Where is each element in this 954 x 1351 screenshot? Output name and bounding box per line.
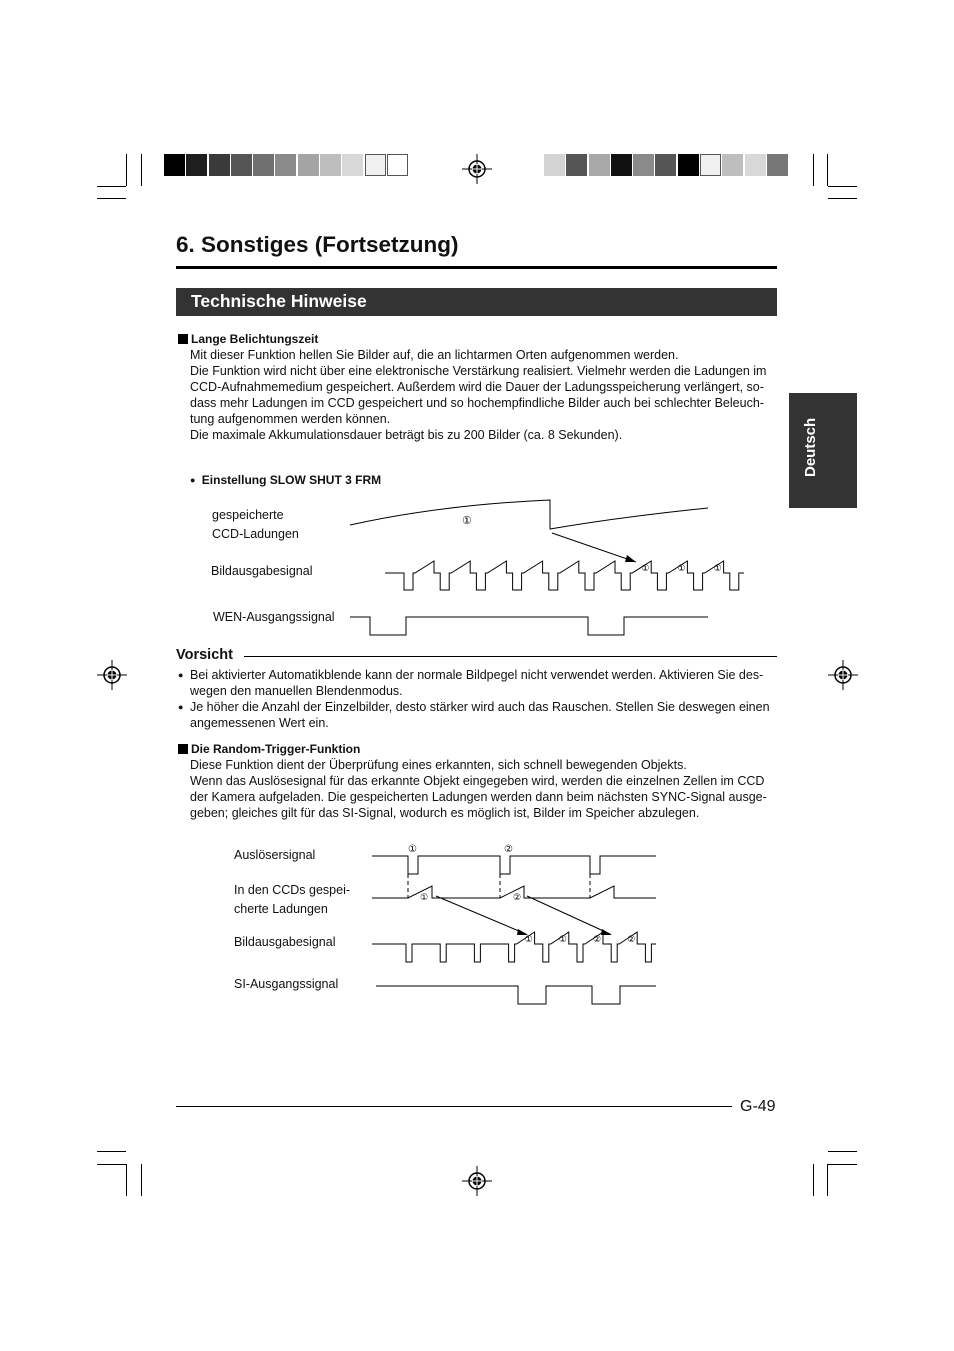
color-swatch bbox=[231, 154, 252, 176]
marker-2: ② bbox=[513, 892, 522, 902]
color-swatch bbox=[365, 154, 386, 176]
caution-item bbox=[176, 699, 777, 731]
crop-mark bbox=[828, 198, 857, 199]
paragraph: Wenn das Auslösesignal für das erkannte Objekt eingegeben wird, werden die einzelnen Zellen im CCD der Kamera aufgeladen. Die gespeicherten Ladungen werden dann beim nächsten SYNC-Signal ausge-geben; gleiches gilt für das SI-Signal, wodurch es möglich ist, Bilder im Speicher abzulegen. bbox=[190, 774, 767, 820]
crop-mark bbox=[97, 186, 126, 187]
diagram-label-si: SI-Ausgangssignal bbox=[234, 977, 339, 991]
color-swatch bbox=[589, 154, 610, 176]
color-swatch bbox=[342, 154, 363, 176]
color-swatch bbox=[566, 154, 587, 176]
registration-mark-icon bbox=[462, 154, 492, 184]
color-swatch-bar-left bbox=[164, 154, 409, 176]
label-ccd-line1: In den CCDs gespei- bbox=[234, 883, 351, 897]
crop-mark bbox=[97, 198, 126, 199]
color-swatch bbox=[633, 154, 654, 176]
square-bullet-icon bbox=[178, 744, 188, 754]
color-swatch bbox=[722, 154, 743, 176]
timing-diagram-slow-shutter bbox=[340, 495, 760, 640]
color-swatch bbox=[275, 154, 296, 176]
marker-1: ① bbox=[408, 844, 417, 855]
marker-1: ① bbox=[558, 934, 567, 944]
color-swatch bbox=[611, 154, 632, 176]
caution-heading: Vorsicht bbox=[176, 647, 233, 663]
color-swatch bbox=[298, 154, 319, 176]
heading-label: Lange Belichtungszeit bbox=[191, 332, 319, 346]
section-heading-lange bbox=[178, 332, 318, 346]
color-swatch bbox=[544, 154, 565, 176]
color-swatch bbox=[678, 154, 699, 176]
color-swatch bbox=[253, 154, 274, 176]
color-swatch bbox=[655, 154, 676, 176]
paragraph: Mit dieser Funktion hellen Sie Bilder auf, die an lichtarmen Orten aufgenommen werden. bbox=[190, 348, 679, 362]
title-rule bbox=[176, 266, 777, 269]
setting-heading bbox=[190, 473, 381, 487]
crop-mark bbox=[827, 154, 828, 186]
crop-mark bbox=[828, 1151, 857, 1152]
lange-body bbox=[190, 347, 777, 443]
diagram-label-video: Bildausgabesignal bbox=[211, 564, 313, 578]
color-swatch-bar-right bbox=[544, 154, 789, 176]
crop-mark bbox=[827, 1164, 828, 1196]
crop-mark bbox=[828, 1164, 857, 1165]
heading-label: Die Random-Trigger-Funktion bbox=[191, 742, 361, 756]
setting-label: Einstellung SLOW SHUT 3 FRM bbox=[201, 473, 382, 487]
page-number: G-49 bbox=[740, 1098, 776, 1115]
paragraph: Diese Funktion dient der Überprüfung eines erkannten, sich schnell bewegenden Objekts. bbox=[190, 758, 687, 772]
video-signal-waveform bbox=[385, 561, 744, 590]
diagram-label bbox=[212, 506, 299, 544]
color-swatch bbox=[387, 154, 408, 176]
bullet-icon: ● bbox=[178, 670, 184, 680]
label-ccd-line2: CCD-Ladungen bbox=[212, 527, 299, 541]
label-ccd-line1: gespeicherte bbox=[212, 508, 284, 522]
marker-1: ① bbox=[420, 892, 429, 902]
crop-mark bbox=[813, 1164, 814, 1196]
marker-1: ① bbox=[462, 515, 472, 527]
crop-mark bbox=[97, 1151, 126, 1152]
bullet-icon: ● bbox=[178, 702, 184, 712]
crop-mark bbox=[813, 154, 814, 186]
section-title: Technische Hinweise bbox=[176, 288, 777, 316]
marker-2: ② bbox=[593, 934, 602, 944]
language-tab bbox=[789, 393, 857, 508]
crop-mark bbox=[141, 154, 142, 186]
marker-1: ① bbox=[641, 563, 650, 573]
marker-1: ① bbox=[677, 563, 686, 573]
timing-diagram-random-trigger bbox=[360, 840, 670, 1010]
square-bullet-icon bbox=[178, 334, 188, 344]
color-swatch bbox=[209, 154, 230, 176]
caution-text: Je höher die Anzahl der Einzelbilder, desto stärker wird auch das Rauschen. Stellen Sie deswegen einen angemessenen Wert ein. bbox=[190, 700, 770, 730]
color-swatch bbox=[320, 154, 341, 176]
crop-mark bbox=[126, 1164, 127, 1196]
diagram-label-wen: WEN-Ausgangssignal bbox=[213, 610, 335, 624]
label-ccd-line2: cherte Ladungen bbox=[234, 902, 328, 916]
caution-text: Bei aktivierter Automatikblende kann der normale Bildpegel nicht verwendet werden. Aktivieren Sie des-wegen den manuellen Blendenmodus. bbox=[190, 668, 764, 698]
diagram-label-trigger: Auslösersignal bbox=[234, 848, 316, 862]
crop-mark bbox=[97, 1164, 126, 1165]
footer-rule bbox=[176, 1106, 732, 1107]
diagram-label-video: Bildausgabesignal bbox=[234, 935, 336, 949]
registration-mark-icon bbox=[97, 660, 127, 690]
marker-1: ① bbox=[524, 934, 533, 944]
registration-mark-icon bbox=[462, 1166, 492, 1196]
random-body bbox=[190, 757, 777, 821]
crop-mark bbox=[828, 186, 857, 187]
color-swatch bbox=[164, 154, 185, 176]
caution-rule bbox=[244, 656, 777, 657]
color-swatch bbox=[745, 154, 766, 176]
language-tab-label: Deutsch bbox=[802, 417, 819, 477]
video-waveform-path bbox=[385, 561, 744, 590]
crop-mark bbox=[126, 154, 127, 186]
color-swatch bbox=[186, 154, 207, 176]
diagram-label-ccd bbox=[234, 881, 350, 919]
color-swatch bbox=[767, 154, 788, 176]
page-title: 6. Sonstiges (Fortsetzung) bbox=[176, 232, 459, 257]
marker-2: ② bbox=[627, 934, 636, 944]
paragraph: Die maximale Akkumulationsdauer beträgt bis zu 200 Bilder (ca. 8 Sekunden). bbox=[190, 428, 623, 442]
caution-item bbox=[176, 667, 777, 699]
paragraph: Die Funktion wird nicht über eine elektronische Verstärkung realisiert. Vielmehr werden die Ladungen im CCD-Aufnahmemedium gespeichert. Außerdem wird die Dauer der Ladungsspeicherung verlängert, so-dass mehr Ladungen im CCD gespeichert und so hochempfindliche Bilder auch bei schlechter Beleuch-tung aufgenommen werden können. bbox=[190, 364, 767, 426]
video-signal-waveform bbox=[372, 932, 656, 962]
color-swatch bbox=[700, 154, 721, 176]
bullet-icon: ● bbox=[190, 475, 196, 485]
marker-1: ① bbox=[713, 563, 722, 573]
marker-2: ② bbox=[504, 844, 513, 855]
section-heading-random bbox=[178, 742, 360, 756]
video-waveform-path bbox=[372, 932, 656, 962]
registration-mark-icon bbox=[828, 660, 858, 690]
crop-mark bbox=[141, 1164, 142, 1196]
